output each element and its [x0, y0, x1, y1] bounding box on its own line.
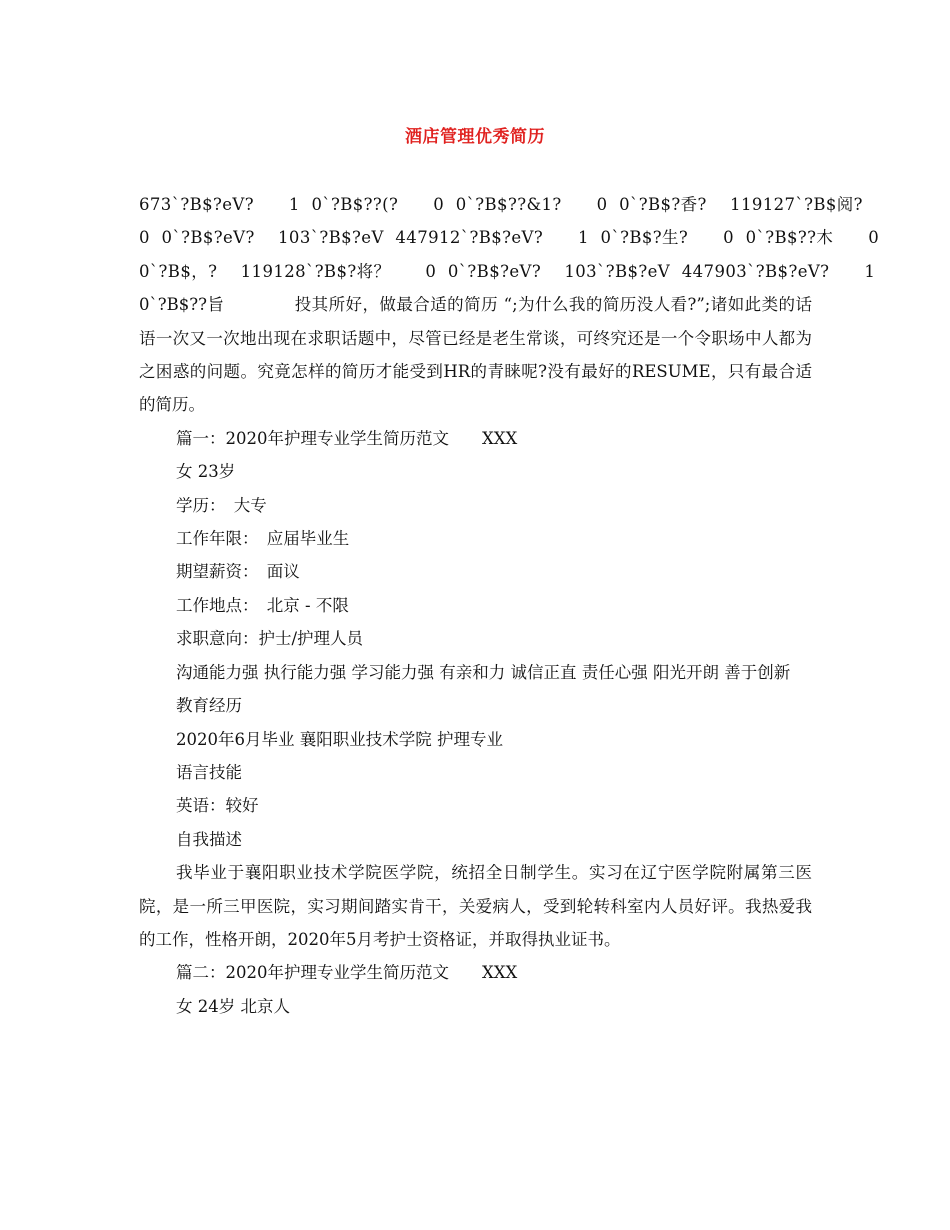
- work-location: 工作地点： 北京 - 不限: [176, 595, 349, 615]
- education-level: 学历： 大专: [176, 495, 267, 515]
- gender-age-1: 女 23岁: [176, 462, 236, 482]
- skills-summary: 沟通能力强 执行能力强 学习能力强 有亲和力 诚信正直 责任心强 阳光开朗 善于创新: [176, 662, 791, 682]
- education-entry: 2020年6月毕业 襄阳职业技术学院 护理专业: [176, 729, 503, 749]
- garbled-line-2: 0 0`?B$?eV? 103`?B$?eV 447912`?B$?eV? 1 0`?B$?生? 0 0`?B$??木 0: [139, 228, 880, 248]
- gender-age-2: 女 24岁 北京人: [176, 996, 290, 1016]
- self-description-heading: 自我描述: [176, 829, 242, 849]
- education-heading: 教育经历: [176, 696, 242, 716]
- language-entry: 英语：较好: [176, 796, 259, 816]
- intro-lead: 0`?B$??旨: [139, 295, 225, 315]
- intro-text: 投其所好，做最合适的简历 “;为什么我的简历没人看?”;诸如此类的话语一次又一次地出现在求职话题中，尽管已经是老生常谈，可终究还是一个令职场中人都为之困惑的问题。究竟怎样的简历才能受到HR的青睐呢?没有最好的RESUME，只有最合适的简历。: [139, 295, 812, 415]
- job-intention: 求职意向：护士/护理人员: [176, 629, 364, 649]
- intro-paragraph: [139, 288, 812, 422]
- self-description-text: 我毕业于襄阳职业技术学院医学院，统招全日制学生。实习在辽宁医学院附属第三医院，是一所三甲医院，实习期间踏实肯干，关爱病人，受到轮转科室内人员好评。我热爱我的工作，性格开朗，2020年5月考护士资格证，并取得执业证书。: [139, 863, 812, 949]
- language-heading: 语言技能: [176, 762, 242, 782]
- garbled-line-3: 0`?B$，? 119128`?B$?将？ 0 0`?B$?eV? 103`?B$?eV 447903`?B$?eV? 1: [139, 261, 876, 281]
- document-body: [139, 188, 880, 1023]
- document-title: 酒店管理优秀简历: [405, 127, 545, 147]
- expected-salary: 期望薪资： 面议: [176, 562, 300, 582]
- garbled-line-1: 673`?B$?eV? 1 0`?B$??(? 0 0`?B$??&1? 0 0`?B$?香? 119127`?B$阅?: [139, 195, 863, 214]
- garbled-header-block: [139, 188, 880, 288]
- section-heading-part-2: 篇二：2020年护理专业学生简历范文 XXX: [176, 963, 518, 983]
- section-heading-part-1: 篇一：2020年护理专业学生简历范文 XXX: [176, 428, 518, 448]
- work-years: 工作年限： 应届毕业生: [176, 529, 350, 549]
